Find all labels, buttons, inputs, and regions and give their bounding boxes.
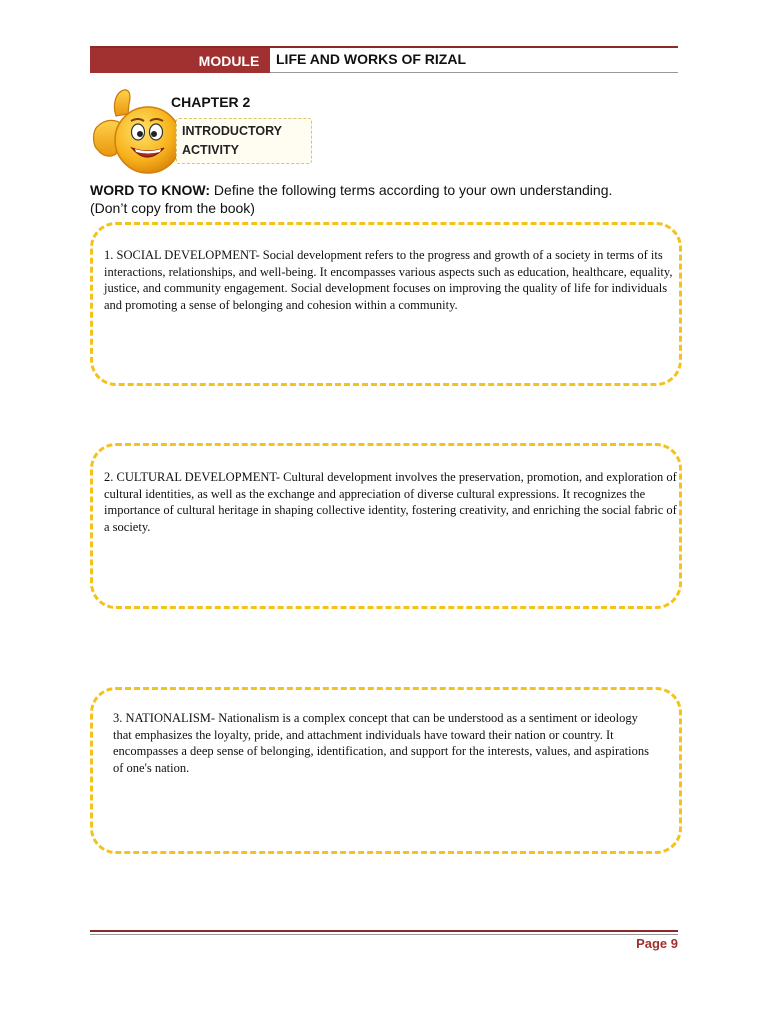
- instructions-text: Define the following terms according to your own understanding.: [210, 182, 613, 198]
- header-underline: [270, 72, 678, 73]
- footer-rule-thin: [90, 934, 678, 935]
- definition-2: [104, 469, 680, 535]
- module-label: MODULE: [198, 53, 260, 69]
- definition-1: [104, 247, 674, 313]
- thumbs-up-smiley-icon: [88, 86, 184, 182]
- definition-3: [113, 710, 653, 776]
- definition-2-term: CULTURAL DEVELOPMENT: [116, 470, 276, 484]
- instructions-note: (Don’t copy from the book): [90, 200, 255, 216]
- module-title: LIFE AND WORKS OF RIZAL: [276, 51, 467, 67]
- activity-label: INTRODUCTORY ACTIVITY: [182, 124, 282, 157]
- page-number: Page 9: [636, 936, 678, 951]
- definition-3-term: NATIONALISM: [125, 711, 211, 725]
- instructions-heading: WORD TO KNOW:: [90, 182, 211, 198]
- definition-3-number: 3.: [113, 711, 123, 725]
- chapter-label: CHAPTER 2: [171, 94, 251, 110]
- definition-2-number: 2.: [104, 470, 114, 484]
- definition-1-term: SOCIAL DEVELOPMENT: [116, 248, 256, 262]
- footer-rule: [90, 930, 678, 932]
- definition-2-text: - Cultural development involves the preservation, promotion, and exploration of cultural identities, as well as the exchange and appreciation of diverse cultural expressions. It recognizes the importance of cultural heritage in shaping collective identity, fostering creativity, and enriching the social fabric of a society.: [104, 470, 677, 534]
- definition-3-text: - Nationalism is a complex concept that can be understood as a sentiment or ideology that emphasizes the loyalty, pride, and attachment individuals have toward their nation or country. It encompasses a deep sense of belonging, identification, and support for the interests, values, and aspirations of one's nation.: [113, 711, 649, 775]
- instructions: [90, 181, 690, 217]
- definition-1-text: - Social development refers to the progress and growth of a society in terms of its interactions, relationships, and well-being. It encompasses various aspects such as education, healthcare, equality, justice, and community engagement. Social development focuses on improving the quality of life for individuals and promoting a sense of belonging and cohesion within a community.: [104, 248, 673, 312]
- definition-1-number: 1.: [104, 248, 114, 262]
